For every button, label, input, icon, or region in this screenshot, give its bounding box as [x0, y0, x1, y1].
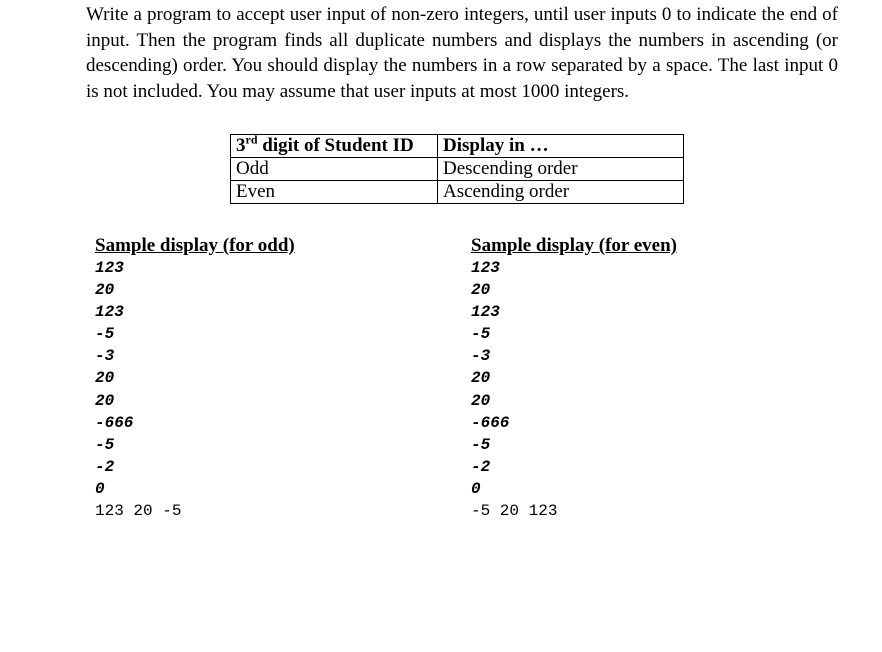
sample-odd-input-line: 20: [95, 391, 115, 410]
table-cell-order-descending: Descending order: [438, 158, 684, 181]
sample-even-input-line: 20: [471, 369, 491, 388]
sample-even-input-line: 20: [471, 281, 491, 300]
sample-even-input-line: -2: [471, 457, 491, 476]
sample-odd-output: 123 20 -5: [95, 502, 182, 521]
sample-even-input-line: -666: [471, 413, 510, 432]
sample-even-output: -5 20 123: [471, 502, 558, 521]
sample-even-input-line: 20: [471, 391, 491, 410]
table-cell-digit-odd: Odd: [231, 158, 438, 181]
sample-even-input-line: -5: [471, 435, 491, 454]
sample-odd-input-line: 123: [95, 303, 124, 322]
sample-odd-input-line: 123: [95, 259, 124, 277]
sample-even-input-line: 0: [471, 479, 481, 498]
sample-even-console: [471, 258, 557, 523]
sample-odd-input-line: -5: [95, 435, 115, 454]
sample-odd-input-line: -5: [95, 325, 115, 344]
display-order-table: [230, 134, 684, 204]
sample-odd-input-line: -666: [95, 413, 134, 432]
sample-odd-input-line: -3: [95, 347, 115, 366]
sample-odd-title: Sample display (for odd): [95, 235, 295, 256]
sample-even-input-line: 123: [471, 259, 500, 277]
table-cell-order-ascending: Ascending order: [438, 181, 684, 204]
sample-even-input-line: -5: [471, 325, 491, 344]
sample-odd-input-line: 20: [95, 281, 115, 300]
table-header-student-id-digit: 3rd digit of Student ID: [231, 135, 438, 158]
sample-even-input-line: -3: [471, 347, 491, 366]
sample-even-input-line: 123: [471, 303, 500, 322]
sample-odd-input-line: 0: [95, 479, 105, 498]
problem-statement: Write a program to accept user input of non-zero integers, until user inputs 0 to indicate the end of input. Then the program finds all duplicate numbers and displays the numbers in ascending (or descending) order. You should display the numbers in a row separated by a space. The last input 0 is not included. You may assume that user inputs at most 1000 integers.: [86, 4, 838, 102]
table-row: [231, 158, 684, 181]
table-header-row: [231, 135, 684, 158]
sample-odd-input-line: -2: [95, 457, 115, 476]
table-cell-digit-even: Even: [231, 181, 438, 204]
table-row: [231, 181, 684, 204]
sample-even-title: Sample display (for even): [471, 235, 678, 256]
table-header-display-in: Display in …: [438, 135, 684, 158]
sample-odd-input-line: 20: [95, 369, 115, 388]
sample-odd-console: [95, 258, 181, 523]
